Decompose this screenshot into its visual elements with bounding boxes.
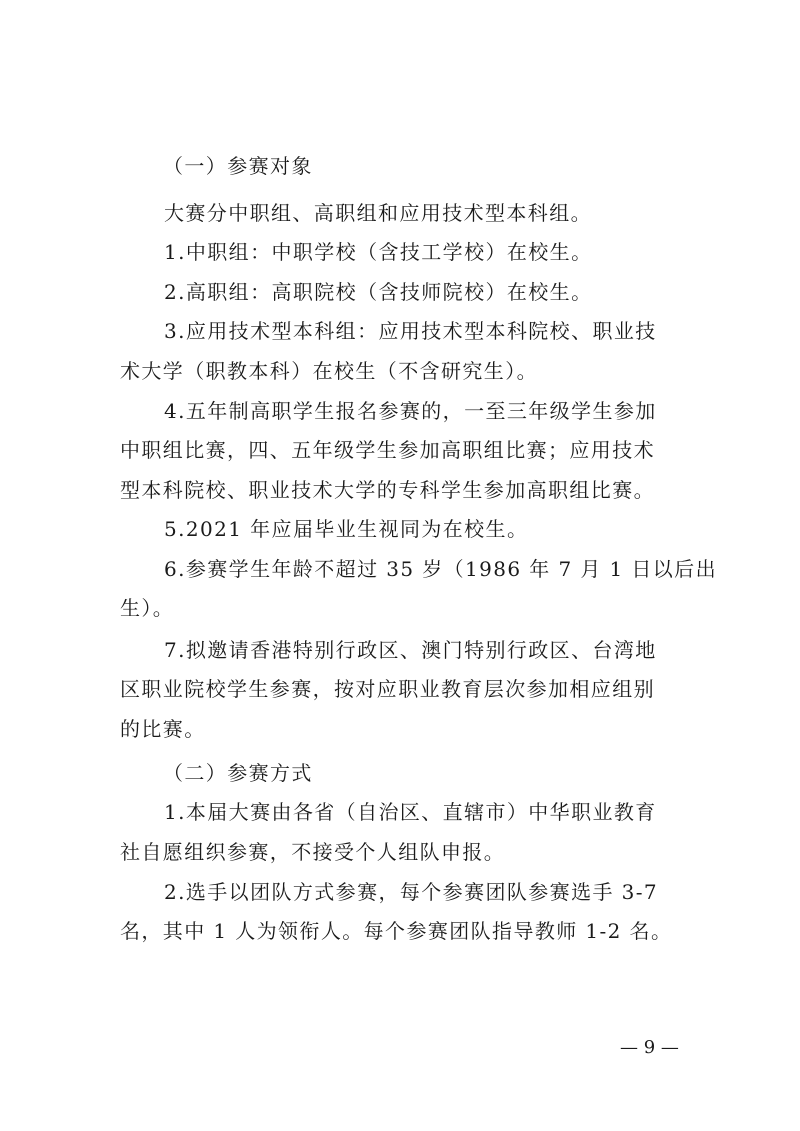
paragraph-line: 大赛分中职组、高职组和应用技术型本科组。 <box>164 201 592 225</box>
paragraph-line: 7.拟邀请香港特别行政区、澳门特别行政区、台湾地 <box>164 638 657 662</box>
section-heading-participants: （一）参赛对象 <box>163 154 313 178</box>
paragraph-line: 1.本届大赛由各省（自治区、直辖市）中华职业教育 <box>164 800 657 824</box>
paragraph-line: 中职组比赛，四、五年级学生参加高职组比赛；应用技术 <box>120 438 655 462</box>
paragraph-line: 术大学（职教本科）在校生（不含研究生）。 <box>120 359 538 383</box>
paragraph-line: 1.中职组：中职学校（含技工学校）在校生。 <box>164 240 593 264</box>
paragraph-line: 6.参赛学生年龄不超过 35 岁（1986 年 7 月 1 日以后出 <box>164 557 717 581</box>
paragraph-line: 名，其中 1 人为领衔人。每个参赛团队指导教师 1-2 名。 <box>120 919 673 943</box>
page-number: — 9 — <box>620 1037 679 1058</box>
paragraph-line: 5.2021 年应届毕业生视同为在校生。 <box>164 517 529 541</box>
paragraph-line: 的比赛。 <box>120 717 206 741</box>
paragraph-line: 型本科院校、职业技术大学的专科学生参加高职组比赛。 <box>120 478 655 502</box>
paragraph-line: 2.高职组：高职院校（含技师院校）在校生。 <box>164 280 593 304</box>
paragraph-line: 社自愿组织参赛，不接受个人组队申报。 <box>120 840 506 864</box>
paragraph-line: 2.选手以团队方式参赛，每个参赛团队参赛选手 3-7 <box>164 880 659 904</box>
paragraph-line: 4.五年制高职学生报名参赛的，一至三年级学生参加 <box>164 399 657 423</box>
paragraph-line: 3.应用技术型本科组：应用技术型本科院校、职业技 <box>164 319 657 343</box>
paragraph-line: 区职业院校学生参赛，按对应职业教育层次参加相应组别 <box>120 677 655 701</box>
section-heading-method: （二）参赛方式 <box>163 761 313 785</box>
paragraph-line: 生）。 <box>120 596 175 620</box>
